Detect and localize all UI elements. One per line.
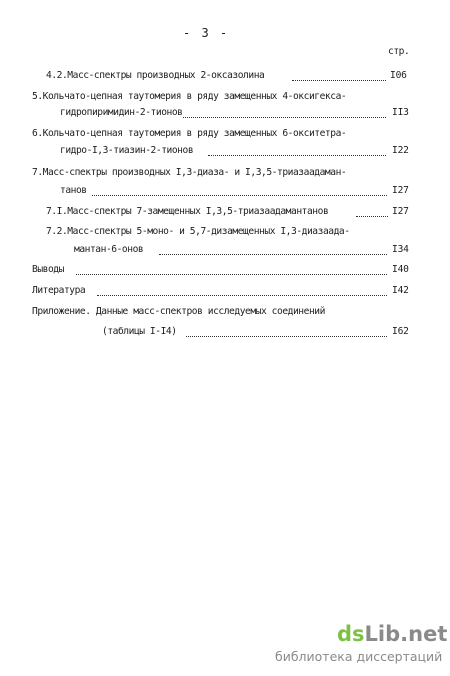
toc-entry-7-title-line2: танов bbox=[60, 185, 87, 196]
toc-leader bbox=[356, 215, 388, 217]
toc-entry-7-2-title-line2: мантан-6-онов bbox=[74, 244, 144, 255]
toc-leader bbox=[92, 194, 387, 196]
watermark-brand-part1: ds bbox=[337, 622, 365, 646]
toc-leader bbox=[186, 335, 387, 337]
watermark-caption: библиотека диссертаций bbox=[275, 649, 443, 664]
toc-entry-conclusions-title: Выводы bbox=[32, 264, 64, 275]
page-column-header: стр. bbox=[388, 46, 410, 57]
watermark-logo bbox=[337, 622, 447, 646]
toc-leader bbox=[97, 294, 387, 296]
watermark-brand-part2: Lib.net bbox=[364, 622, 448, 646]
toc-entry-conclusions-page: I40 bbox=[392, 264, 409, 275]
toc-leader bbox=[76, 273, 387, 275]
page-number-header: - 3 - bbox=[183, 26, 230, 40]
toc-entry-literature-page: I42 bbox=[392, 285, 409, 296]
toc-entry-7-title-line1: 7.Масс-спектры производных I,3-диаза- и I,3,5-триазаадаман- bbox=[32, 167, 347, 178]
toc-leader bbox=[159, 253, 387, 255]
toc-entry-7-1-title: 7.I.Масс-спектры 7-замещенных I,3,5-триазаадамантанов bbox=[46, 206, 329, 217]
toc-entry-7-2-title-line1: 7.2.Масс-спектры 5-моно- и 5,7-дизамещенных I,3-диазаада- bbox=[46, 226, 350, 237]
toc-entry-5-page: II3 bbox=[392, 107, 409, 118]
toc-entry-5-title-line1: 5.Кольчато-цепная таутомерия в ряду замещенных 4-оксигекса- bbox=[32, 91, 347, 102]
toc-entry-appendix-title-line2: (таблицы I-I4) bbox=[102, 326, 177, 337]
toc-entry-7-1-page: I27 bbox=[392, 206, 409, 217]
toc-entry-6-title-line1: 6.Кольчато-цепная таутомерия в ряду замещенных 6-окситетра- bbox=[32, 128, 347, 139]
toc-entry-literature-title: Литература bbox=[32, 285, 86, 296]
toc-entry-4-2-page: I06 bbox=[390, 70, 407, 81]
toc-leader bbox=[208, 154, 386, 156]
toc-entry-5-title-line2: гидропиримидин-2-тионов bbox=[60, 107, 183, 118]
toc-entry-6-title-line2: гидро-I,3-тиазин-2-тионов bbox=[60, 145, 194, 156]
toc-entry-4-2-title: 4.2.Масс-спектры производных 2-оксазолина bbox=[46, 70, 265, 81]
toc-entry-appendix-title-line1: Приложение. Данные масс-спектров исследуемых соединений bbox=[32, 306, 325, 317]
toc-entry-7-2-page: I34 bbox=[392, 244, 409, 255]
toc-leader bbox=[183, 116, 386, 118]
toc-entry-6-page: I22 bbox=[392, 145, 409, 156]
toc-leader bbox=[292, 79, 386, 81]
toc-entry-7-page: I27 bbox=[392, 185, 409, 196]
toc-entry-appendix-page: I62 bbox=[392, 326, 409, 337]
